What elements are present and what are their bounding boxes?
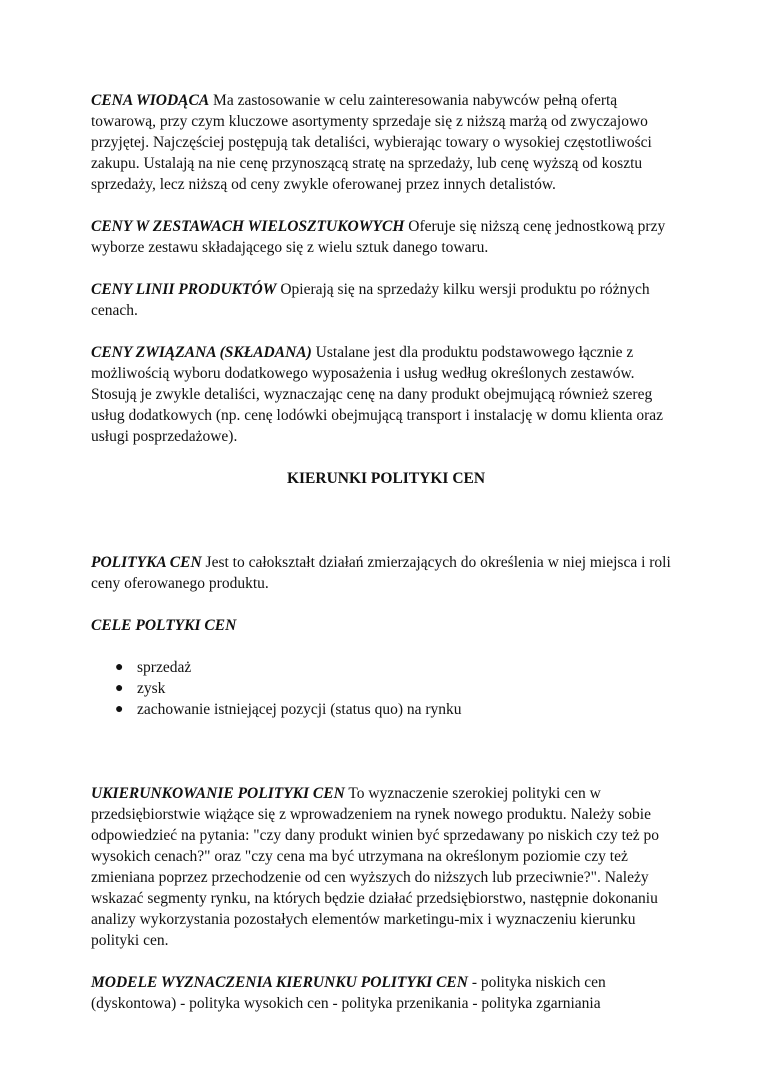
definition-cena-wiodaca: Ma zastosowanie w celu zainteresowania nabywców pełną ofertą towarową, przy czym kluczowe asortymenty sprzedaje się z niższą marżą od zwyczajowo przyjętej. Najczęściej postępują tak detaliści, wybierając towary o wysokiej częstotliwości zakupu. Ustalają na nie cenę przynoszącą stratę na sprzedaży, lub cenę wyższą od kosztu sprzedaży, lecz niższą od ceny zwykle oferowanej przez innych detalistów. <box>91 92 652 193</box>
definition-ceny-w-zestawach: Oferuje się niższą cenę jednostkową przy wyborze zestawu składającego się z wielu sztuk danego towaru. <box>91 218 666 256</box>
goal-text: sprzedaż <box>137 659 192 676</box>
term-ceny-w-zestawach: CENY W ZESTAWACH WIELOSZTUKOWYCH <box>91 218 405 235</box>
definition-polityka-cen: Jest to całokształt działań zmierzających do określenia w niej miejsca i roli ceny oferowanego produktu. <box>91 554 671 592</box>
bullet-icon: ● <box>115 660 124 675</box>
term-cena-wiodaca: CENA WIODĄCA <box>91 92 210 109</box>
paragraph-cena-wiodaca <box>91 90 681 195</box>
list-item <box>115 657 681 678</box>
paragraph-polityka-cen <box>91 552 681 594</box>
term-polityka-cen: POLITYKA CEN <box>91 554 202 571</box>
goals-list <box>91 657 681 720</box>
term-ceny-linii-produktow: CENY LINII PRODUKTÓW <box>91 281 277 298</box>
paragraph-ceny-linii-produktow <box>91 279 681 321</box>
document-content <box>91 90 681 1035</box>
term-modele: MODELE WYZNACZENIA KIERUNKU POLITYKI CEN <box>91 974 468 991</box>
bullet-icon: ● <box>115 702 124 717</box>
goals-heading: CELE POLTYKI CEN <box>91 617 237 634</box>
term-ukierunkowanie: UKIERUNKOWANIE POLITYKI CEN <box>91 785 345 802</box>
bullet-icon: ● <box>115 681 124 696</box>
term-ceny-zwiazana: CENY ZWIĄZANA (SKŁADANA) <box>91 344 312 361</box>
goal-text: zysk <box>137 680 166 697</box>
goal-text: zachowanie istniejącej pozycji (status quo) na rynku <box>137 701 462 718</box>
definition-ceny-zwiazana: Ustalane jest dla produktu podstawowego łącznie z możliwością wyboru dodatkowego wyposażenia i usług według określonych zestawów. Stosują je zwykle detaliści, wyznaczając cenę na dany produkt obejmującą również szereg usług dodatkowych (np. cenę lodówki obejmującą transport i instalację w domu klienta oraz usługi posprzedażowe). <box>91 344 664 445</box>
paragraph-ceny-zwiazana <box>91 342 681 447</box>
list-item <box>115 678 681 699</box>
paragraph-ceny-w-zestawach <box>91 216 681 258</box>
list-item <box>115 699 681 720</box>
definition-ukierunkowanie: To wyznaczenie szerokiej polityki cen w przedsiębiorstwie wiążące się z wprowadzeniem na rynek nowego produktu. Należy sobie odpowiedzieć na pytania: "czy dany produkt winien być sprzedawany po niskich czy też po wysokich cenach?" oraz "czy cena ma być utrzymana na określonym poziomie czy też zmieniana poprzez przechodzenie od cen wyższych do niższych lub przeciwnie?". Należy wskazać segmenty rynku, na których będzie działać przedsiębiorstwo, następnie dokonaniu analizy wykorzystania pozostałych elementów marketingu-mix i wyznaczeniu kierunku polityki cen. <box>91 785 660 949</box>
section-title: KIERUNKI POLITYKI CEN <box>286 470 486 487</box>
definition-modele: - polityka niskich cen (dyskontowa) - polityka wysokich cen - polityka przenikania - polityka zgarniania <box>91 974 606 1012</box>
paragraph-modele <box>91 972 681 1014</box>
paragraph-ukierunkowanie <box>91 783 681 951</box>
definition-ceny-linii-produktow: Opierają się na sprzedaży kilku wersji produktu po różnych cenach. <box>91 281 650 319</box>
